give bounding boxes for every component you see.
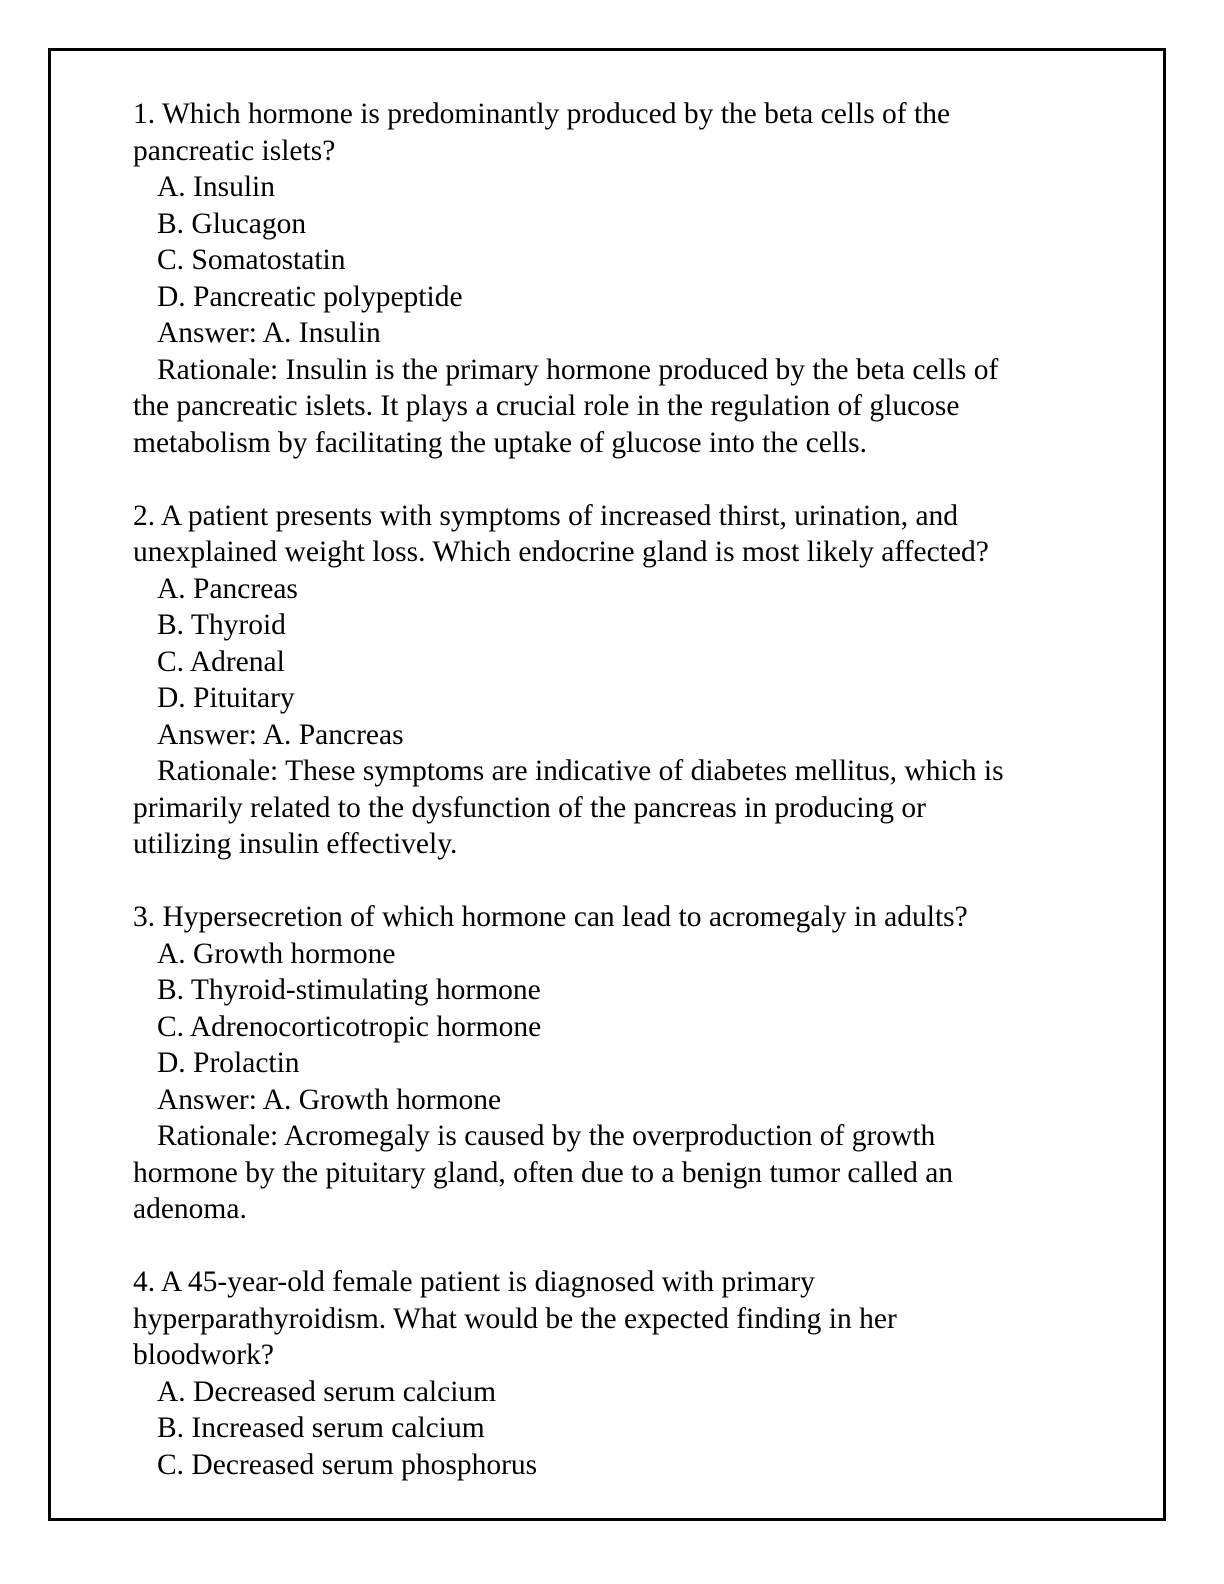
option-b: B. Thyroid [157, 609, 286, 641]
option-a: A. Pancreas [157, 572, 298, 605]
question-3-answer: Answer: A. Growth hormone [157, 1083, 502, 1116]
rationale-line: utilizing insulin effectively. [133, 828, 458, 860]
question-2-stem [133, 498, 1078, 571]
question-stem-line: pancreatic islets? [133, 134, 336, 167]
question-1-answer: Answer: A. Insulin [157, 317, 381, 349]
option-a: A. Insulin [157, 171, 275, 203]
option-b: B. Increased serum calcium [157, 1412, 485, 1444]
option-d: D. Pancreatic polypeptide [157, 280, 463, 313]
option-a: A. Growth hormone [157, 937, 396, 970]
question-3 [133, 899, 1078, 1228]
rationale-line: primarily related to the dysfunction of the pancreas in producing or [133, 791, 926, 824]
question-4 [133, 1264, 1078, 1483]
document-content [133, 96, 1078, 1520]
question-stem-line: 4. A 45-year-old female patient is diagnosed with primary [133, 1266, 815, 1298]
question-stem-line: hyperparathyroidism. What would be the expected finding in her [133, 1302, 897, 1335]
question-3-stem [133, 899, 1078, 936]
option-c: C. Adrenal [157, 645, 285, 678]
rationale-line: metabolism by facilitating the uptake of glucose into the cells. [133, 426, 868, 459]
rationale-line: hormone by the pituitary gland, often due to a benign tumor called an [133, 1156, 954, 1189]
rationale-line: adenoma. [133, 1193, 247, 1225]
rationale-line: Rationale: Insulin is the primary hormone produced by the beta cells of [157, 353, 999, 386]
rationale-line: Rationale: Acromegaly is caused by the overproduction of growth [157, 1120, 936, 1152]
option-c: C. Decreased serum phosphorus [157, 1448, 538, 1481]
rationale-line: the pancreatic islets. It plays a crucial role in the regulation of glucose [133, 390, 960, 422]
question-4-stem [133, 1264, 1078, 1374]
question-stem-line: 2. A patient presents with symptoms of increased thirst, urination, and [133, 499, 959, 532]
question-1-rationale [133, 352, 1078, 462]
rationale-line: Rationale: These symptoms are indicative of diabetes mellitus, which is [157, 755, 1004, 787]
question-2-answer: Answer: A. Pancreas [157, 718, 404, 751]
option-d: D. Prolactin [157, 1047, 300, 1079]
question-stem-line: unexplained weight loss. Which endocrine gland is most likely affected? [133, 536, 989, 568]
option-b: B. Thyroid-stimulating hormone [157, 974, 541, 1006]
question-4-options [133, 1374, 1078, 1484]
question-3-options [133, 936, 1078, 1082]
question-2-options [133, 571, 1078, 717]
question-3-rationale [133, 1118, 1078, 1228]
question-2 [133, 498, 1078, 863]
question-1-options [133, 169, 1078, 315]
option-c: C. Adrenocorticotropic hormone [157, 1010, 542, 1043]
question-2-rationale [133, 753, 1078, 863]
option-d: D. Pituitary [157, 682, 295, 714]
question-stem-line: 1. Which hormone is predominantly produced by the beta cells of the [133, 98, 951, 130]
question-stem-line: bloodwork? [133, 1339, 274, 1371]
question-1 [133, 96, 1078, 461]
option-b: B. Glucagon [157, 207, 307, 240]
option-a: A. Decreased serum calcium [157, 1375, 497, 1408]
option-c: C. Somatostatin [157, 244, 346, 276]
question-1-stem [133, 96, 1078, 169]
question-stem-line: 3. Hypersecretion of which hormone can lead to acromegaly in adults? [133, 901, 968, 933]
